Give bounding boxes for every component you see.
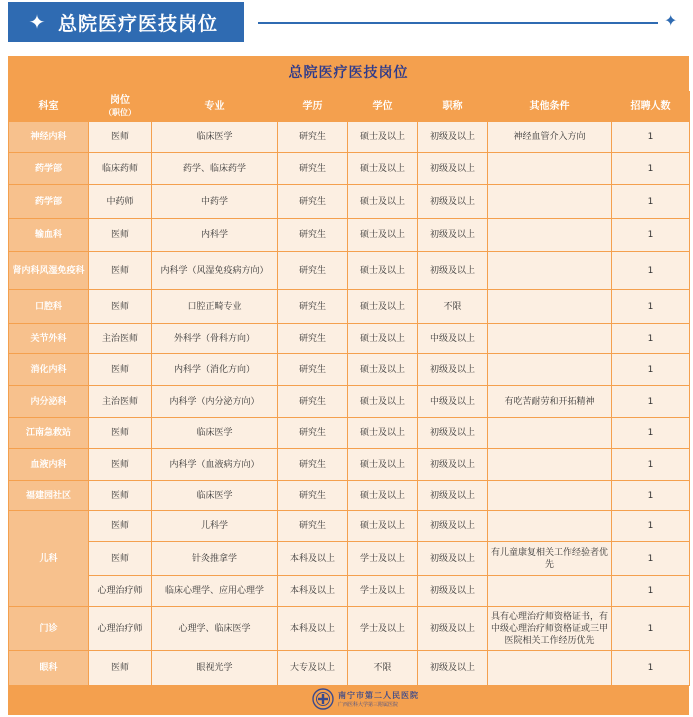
table-row: [9, 607, 690, 651]
dept-cell: 药学部: [9, 185, 89, 219]
major-cell: 内科学（消化方向）: [152, 354, 278, 386]
title-cell: 初级及以上: [418, 576, 488, 607]
education-cell: 研究生: [278, 252, 348, 290]
degree-cell: 硕士及以上: [348, 185, 418, 219]
post-cell: 医师: [89, 481, 152, 511]
post-cell: 医师: [89, 418, 152, 449]
post-cell: 医师: [89, 252, 152, 290]
major-cell: 中药学: [152, 185, 278, 219]
title-cell: 初级及以上: [418, 651, 488, 686]
degree-cell: 硕士及以上: [348, 511, 418, 542]
table-row: [9, 651, 690, 686]
dept-cell: 输血科: [9, 219, 89, 252]
post-cell: 主治医师: [89, 324, 152, 354]
education-cell: 本科及以上: [278, 607, 348, 651]
education-cell: 研究生: [278, 290, 348, 324]
other-cell: 具有心理治疗师资格证书，有中级心理治疗师资格证或三甲医院相关工作经历优先: [488, 607, 612, 651]
degree-cell: 学士及以上: [348, 542, 418, 576]
degree-cell: 硕士及以上: [348, 449, 418, 481]
col-post-label: 岗位: [110, 94, 130, 106]
table-row: [9, 185, 690, 219]
major-cell: 临床心理学、应用心理学: [152, 576, 278, 607]
title-cell: 初级及以上: [418, 607, 488, 651]
degree-cell: 硕士及以上: [348, 252, 418, 290]
table-row: [9, 449, 690, 481]
table-row: [9, 122, 690, 153]
title-cell: 初级及以上: [418, 481, 488, 511]
degree-cell: 学士及以上: [348, 576, 418, 607]
header-divider: [258, 22, 658, 24]
education-cell: 研究生: [278, 386, 348, 418]
table-row: [9, 290, 690, 324]
education-cell: 本科及以上: [278, 576, 348, 607]
table-row: [9, 576, 690, 607]
title-cell: 初级及以上: [418, 122, 488, 153]
sparkle-icon: ✦: [664, 11, 678, 30]
footer: [8, 684, 689, 715]
count-cell: 1: [612, 576, 690, 607]
dept-cell: 关节外科: [9, 324, 89, 354]
education-cell: 研究生: [278, 153, 348, 185]
table-row: [9, 386, 690, 418]
post-cell: 主治医师: [89, 386, 152, 418]
major-cell: 内科学（风湿免疫病方向）: [152, 252, 278, 290]
title-cell: 初级及以上: [418, 542, 488, 576]
education-cell: 研究生: [278, 418, 348, 449]
degree-cell: 硕士及以上: [348, 219, 418, 252]
degree-cell: 不限: [348, 651, 418, 686]
education-cell: 研究生: [278, 219, 348, 252]
col-post-sub: （职位）: [104, 107, 136, 117]
other-cell: [488, 153, 612, 185]
other-cell: 有吃苦耐劳和开拓精神: [488, 386, 612, 418]
count-cell: 1: [612, 185, 690, 219]
other-cell: 有儿童康复相关工作经验者优先: [488, 542, 612, 576]
count-cell: 1: [612, 542, 690, 576]
major-cell: 内科学: [152, 219, 278, 252]
title-cell: 中级及以上: [418, 386, 488, 418]
degree-cell: 学士及以上: [348, 607, 418, 651]
other-cell: [488, 354, 612, 386]
count-cell: 1: [612, 386, 690, 418]
table-title: 总院医疗医技岗位: [288, 65, 409, 81]
other-cell: [488, 511, 612, 542]
major-cell: 内科学（内分泌方向）: [152, 386, 278, 418]
positions-table-frame: [8, 56, 689, 715]
count-cell: 1: [612, 252, 690, 290]
dept-cell: 口腔科: [9, 290, 89, 324]
dept-cell: 儿科: [9, 511, 89, 607]
col-dept: 科室: [9, 92, 89, 122]
count-cell: 1: [612, 324, 690, 354]
other-cell: [488, 290, 612, 324]
count-cell: 1: [612, 449, 690, 481]
other-cell: [488, 481, 612, 511]
degree-cell: 硕士及以上: [348, 153, 418, 185]
hospital-subname: 广西医科大学第三附属医院: [338, 702, 399, 708]
page-title: 总院医疗医技岗位: [58, 12, 219, 35]
col-count: 招聘人数: [612, 92, 690, 122]
major-cell: 药学、临床药学: [152, 153, 278, 185]
title-cell: 初级及以上: [418, 511, 488, 542]
dept-cell: 神经内科: [9, 122, 89, 153]
table-row: [9, 219, 690, 252]
degree-cell: 硕士及以上: [348, 290, 418, 324]
major-cell: 针灸推拿学: [152, 542, 278, 576]
dept-cell: 内分泌科: [9, 386, 89, 418]
post-cell: 临床药师: [89, 153, 152, 185]
education-cell: 研究生: [278, 481, 348, 511]
col-education: 学历: [278, 92, 348, 122]
other-cell: [488, 449, 612, 481]
sparkle-icon: ✦: [28, 10, 46, 34]
dept-cell: 福建园社区: [9, 481, 89, 511]
col-major: 专业: [152, 92, 278, 122]
hospital-name: 南宁市第二人民医院: [338, 691, 419, 700]
col-other: 其他条件: [488, 92, 612, 122]
title-cell: 初级及以上: [418, 252, 488, 290]
degree-cell: 硕士及以上: [348, 481, 418, 511]
other-cell: [488, 651, 612, 686]
table-row: [9, 542, 690, 576]
post-cell: 心理治疗师: [89, 607, 152, 651]
post-cell: 医师: [89, 449, 152, 481]
degree-cell: 硕士及以上: [348, 324, 418, 354]
major-cell: 心理学、临床医学: [152, 607, 278, 651]
education-cell: 本科及以上: [278, 542, 348, 576]
post-cell: 医师: [89, 651, 152, 686]
dept-cell: 江南急救站: [9, 418, 89, 449]
other-cell: [488, 185, 612, 219]
col-degree: 学位: [348, 92, 418, 122]
count-cell: 1: [612, 481, 690, 511]
title-cell: 初级及以上: [418, 418, 488, 449]
title-cell: 初级及以上: [418, 449, 488, 481]
table-row: [9, 418, 690, 449]
dept-cell: 门诊: [9, 607, 89, 651]
other-cell: [488, 576, 612, 607]
title-cell: 中级及以上: [418, 324, 488, 354]
post-cell: 医师: [89, 122, 152, 153]
post-cell: 中药师: [89, 185, 152, 219]
dept-cell: 眼科: [9, 651, 89, 686]
table-row: [9, 481, 690, 511]
post-cell: 医师: [89, 219, 152, 252]
dept-cell: 药学部: [9, 153, 89, 185]
count-cell: 1: [612, 651, 690, 686]
dept-cell: 消化内科: [9, 354, 89, 386]
count-cell: 1: [612, 607, 690, 651]
table-header-row: [9, 92, 690, 122]
title-cell: 不限: [418, 290, 488, 324]
dept-cell: 血液内科: [9, 449, 89, 481]
count-cell: 1: [612, 354, 690, 386]
table-row: [9, 324, 690, 354]
title-cell: 初级及以上: [418, 219, 488, 252]
degree-cell: 硕士及以上: [348, 418, 418, 449]
education-cell: 大专及以上: [278, 651, 348, 686]
education-cell: 研究生: [278, 511, 348, 542]
count-cell: 1: [612, 153, 690, 185]
count-cell: 1: [612, 219, 690, 252]
count-cell: 1: [612, 290, 690, 324]
education-cell: 研究生: [278, 354, 348, 386]
degree-cell: 硕士及以上: [348, 386, 418, 418]
header-banner: [0, 0, 693, 46]
count-cell: 1: [612, 511, 690, 542]
other-cell: 神经血管介入方向: [488, 122, 612, 153]
other-cell: [488, 219, 612, 252]
degree-cell: 硕士及以上: [348, 122, 418, 153]
education-cell: 研究生: [278, 324, 348, 354]
other-cell: [488, 418, 612, 449]
hospital-logo-icon: [312, 688, 334, 710]
count-cell: 1: [612, 418, 690, 449]
other-cell: [488, 252, 612, 290]
count-cell: 1: [612, 122, 690, 153]
major-cell: 临床医学: [152, 122, 278, 153]
major-cell: 内科学（血液病方向）: [152, 449, 278, 481]
post-cell: 医师: [89, 290, 152, 324]
header-title-box: [8, 2, 244, 42]
education-cell: 研究生: [278, 185, 348, 219]
major-cell: 临床医学: [152, 481, 278, 511]
major-cell: 眼视光学: [152, 651, 278, 686]
positions-table: [8, 91, 690, 686]
degree-cell: 硕士及以上: [348, 354, 418, 386]
col-title: 职称: [418, 92, 488, 122]
major-cell: 儿科学: [152, 511, 278, 542]
title-cell: 初级及以上: [418, 185, 488, 219]
table-row: [9, 511, 690, 542]
table-row: [9, 354, 690, 386]
major-cell: 外科学（骨科方向）: [152, 324, 278, 354]
post-cell: 医师: [89, 354, 152, 386]
table-row: [9, 252, 690, 290]
table-row: [9, 153, 690, 185]
post-cell: 心理治疗师: [89, 576, 152, 607]
col-post: [89, 92, 152, 122]
title-cell: 初级及以上: [418, 354, 488, 386]
major-cell: 口腔正畸专业: [152, 290, 278, 324]
dept-cell: 肾内科风湿免疫科: [9, 252, 89, 290]
other-cell: [488, 324, 612, 354]
education-cell: 研究生: [278, 449, 348, 481]
post-cell: 医师: [89, 542, 152, 576]
education-cell: 研究生: [278, 122, 348, 153]
post-cell: 医师: [89, 511, 152, 542]
major-cell: 临床医学: [152, 418, 278, 449]
title-cell: 初级及以上: [418, 153, 488, 185]
